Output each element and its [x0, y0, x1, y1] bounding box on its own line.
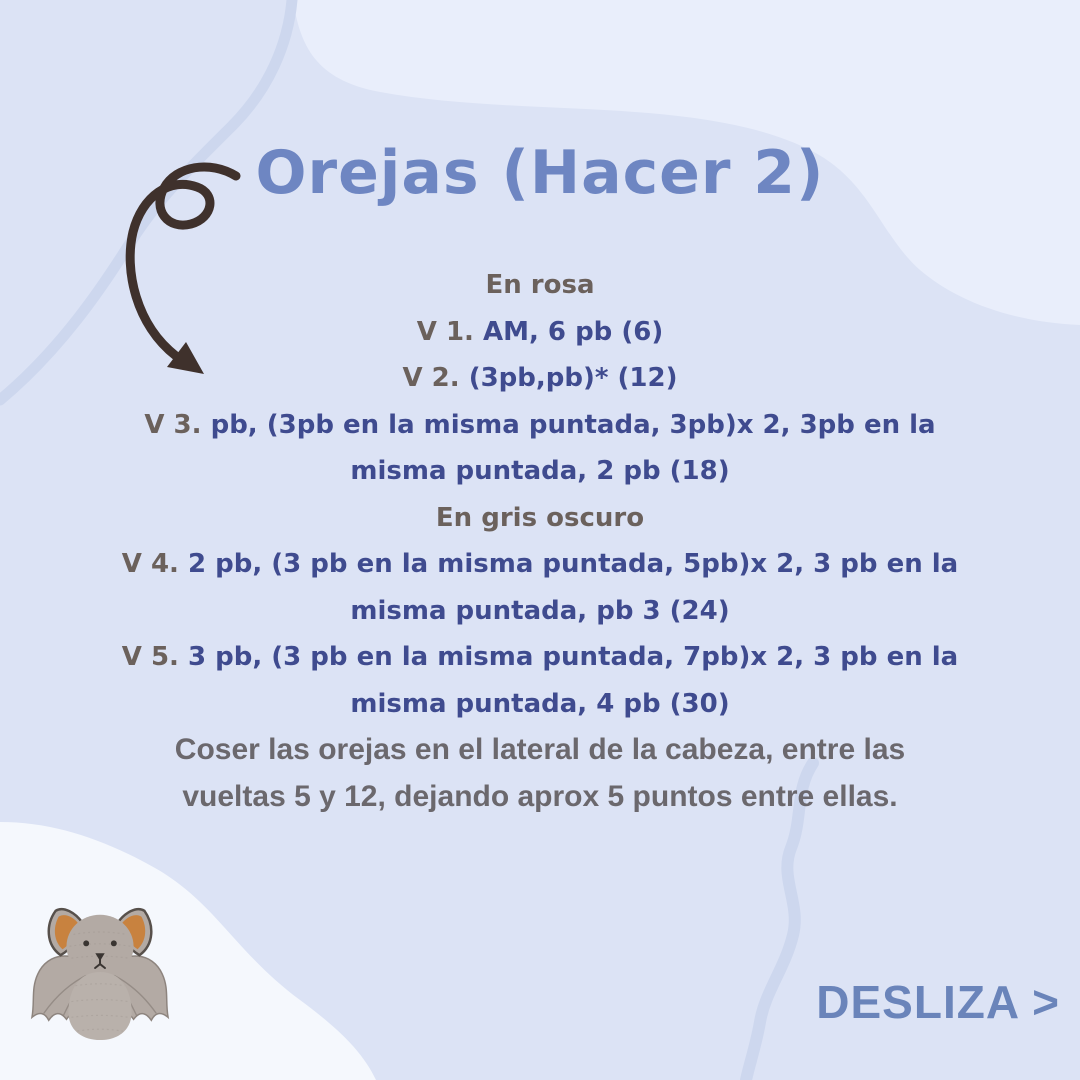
- round-label: V 3.: [144, 409, 211, 440]
- instruction-text: vueltas 5 y 12, dejando aprox 5 puntos entre ellas.: [182, 779, 898, 813]
- round-line-continuation: [80, 681, 1000, 728]
- round-label: V 1.: [416, 316, 483, 347]
- round-line-continuation: [80, 448, 1000, 495]
- round-line: [80, 355, 1000, 402]
- crochet-bat-photo: [28, 893, 176, 1045]
- swipe-label: DESLIZA >: [816, 976, 1060, 1028]
- instruction-text: AM, 6 pb (6): [483, 316, 664, 347]
- assembly-note-line: [80, 727, 1000, 774]
- instruction-text: misma puntada, 2 pb (18): [350, 456, 730, 486]
- pattern-instructions: [80, 262, 1000, 820]
- instruction-text: misma puntada, pb 3 (24): [350, 595, 730, 626]
- instruction-text: 2 pb, (3 pb en la misma puntada, 5pb)x 2, 3 pb en la: [187, 549, 959, 579]
- color-section-header: [80, 262, 1000, 309]
- round-line-continuation: [80, 588, 1000, 635]
- page-title: Orejas (Hacer 2): [255, 138, 825, 208]
- bat-eye-left: [83, 940, 89, 946]
- instruction-text: Coser las orejas en el lateral de la cabeza, entre las: [174, 733, 906, 766]
- instruction-text: En rosa: [485, 270, 595, 300]
- bat-body: [68, 972, 131, 1040]
- assembly-note-line: [80, 774, 1000, 821]
- round-line: [80, 541, 1000, 588]
- round-line: [80, 634, 1000, 681]
- swipe-next-cue[interactable]: [816, 975, 1060, 1029]
- bat-eye-right: [111, 940, 117, 946]
- instruction-text: pb, (3pb en la misma puntada, 3pb)x 2, 3pb en la: [210, 409, 936, 440]
- round-label: V 2.: [402, 363, 469, 393]
- round-line: [80, 402, 1000, 449]
- round-line: [80, 309, 1000, 356]
- color-section-header: [80, 495, 1000, 542]
- instruction-text: misma puntada, 4 pb (30): [350, 688, 730, 719]
- bat-head: [66, 915, 133, 978]
- round-label: V 5.: [121, 642, 188, 672]
- instruction-text: En gris oscuro: [435, 502, 645, 533]
- round-label: V 4.: [121, 549, 188, 579]
- instruction-text: 3 pb, (3 pb en la misma puntada, 7pb)x 2, 3 pb en la: [187, 642, 959, 672]
- instruction-text: (3pb,pb)* (12): [468, 363, 678, 393]
